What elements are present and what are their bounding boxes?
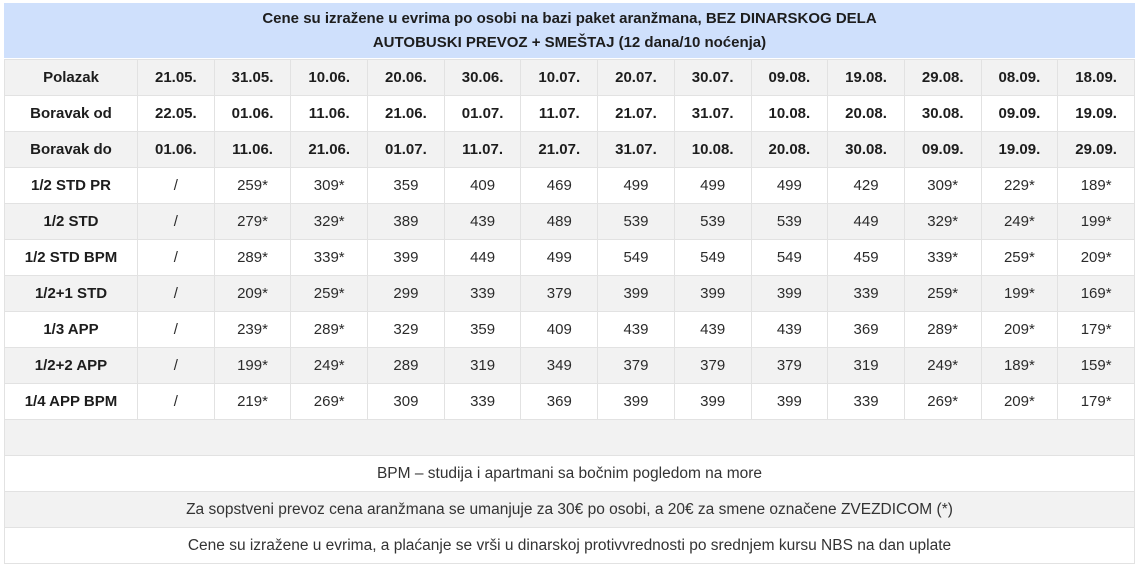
note-text: Za sopstveni prevoz cena aranžmana se umanjuje za 30€ po osobi, a 20€ za smene označene ZVEZDICOM (*) <box>5 492 1135 528</box>
price-cell: / <box>138 168 215 204</box>
date-cell: 01.06. <box>138 132 215 168</box>
price-cell: 259* <box>904 276 981 312</box>
table-row <box>5 276 1135 312</box>
date-cell: 20.08. <box>828 96 905 132</box>
price-cell: 499 <box>674 168 751 204</box>
note-text: BPM – studija i apartmani sa bočnim pogledom na more <box>5 456 1135 492</box>
price-cell: 339* <box>291 240 368 276</box>
table-row <box>5 348 1135 384</box>
date-cell: 19.09. <box>981 132 1058 168</box>
price-cell: 199* <box>981 276 1058 312</box>
table-row <box>5 60 1135 96</box>
price-table <box>4 59 1135 564</box>
table-row <box>5 312 1135 348</box>
price-cell: 279* <box>214 204 291 240</box>
table-title-line2: AUTOBUSKI PREVOZ + SMEŠTAJ (12 dana/10 noćenja) <box>372 33 767 51</box>
price-cell: 159* <box>1058 348 1135 384</box>
price-cell: 299 <box>368 276 445 312</box>
table-row <box>5 492 1135 528</box>
date-cell: 31.07. <box>598 132 675 168</box>
price-cell: 259* <box>291 276 368 312</box>
table-row <box>5 96 1135 132</box>
price-cell: 409 <box>521 312 598 348</box>
date-cell: 01.07. <box>368 132 445 168</box>
row-label: 1/3 APP <box>5 312 138 348</box>
price-cell: 399 <box>751 276 828 312</box>
price-cell: 199* <box>214 348 291 384</box>
date-cell: 19.09. <box>1058 96 1135 132</box>
table-row <box>5 240 1135 276</box>
price-cell: 379 <box>521 276 598 312</box>
row-label: Boravak od <box>5 96 138 132</box>
date-cell: 11.06. <box>214 132 291 168</box>
row-label: Boravak do <box>5 132 138 168</box>
date-cell: 21.07. <box>521 132 598 168</box>
date-cell: 31.05. <box>214 60 291 96</box>
price-cell: / <box>138 276 215 312</box>
price-cell: 329 <box>368 312 445 348</box>
date-cell: 30.08. <box>904 96 981 132</box>
price-cell: 379 <box>751 348 828 384</box>
price-cell: / <box>138 204 215 240</box>
price-cell: 399 <box>674 384 751 420</box>
price-cell: 309 <box>368 384 445 420</box>
spacer-row-cell <box>5 420 1135 456</box>
date-cell: 10.07. <box>521 60 598 96</box>
table-row <box>5 168 1135 204</box>
price-cell: 269* <box>291 384 368 420</box>
price-cell: 439 <box>444 204 521 240</box>
date-cell: 21.06. <box>368 96 445 132</box>
price-cell: 189* <box>1058 168 1135 204</box>
row-label: Polazak <box>5 60 138 96</box>
price-cell: 249* <box>291 348 368 384</box>
price-cell: 189* <box>981 348 1058 384</box>
price-cell: 219* <box>214 384 291 420</box>
row-label: 1/2 STD BPM <box>5 240 138 276</box>
price-cell: 179* <box>1058 312 1135 348</box>
price-cell: 339 <box>828 276 905 312</box>
table-row <box>5 528 1135 564</box>
price-cell: / <box>138 348 215 384</box>
price-cell: 369 <box>828 312 905 348</box>
date-cell: 09.09. <box>981 96 1058 132</box>
table-row <box>5 384 1135 420</box>
price-cell: 289* <box>904 312 981 348</box>
date-cell: 20.06. <box>368 60 445 96</box>
price-cell: 439 <box>598 312 675 348</box>
date-cell: 30.07. <box>674 60 751 96</box>
price-cell: 289* <box>214 240 291 276</box>
price-cell: 449 <box>828 204 905 240</box>
price-cell: 449 <box>444 240 521 276</box>
table-row <box>5 420 1135 456</box>
price-cell: 369 <box>521 384 598 420</box>
date-cell: 10.08. <box>674 132 751 168</box>
price-cell: 359 <box>444 312 521 348</box>
price-cell: 209* <box>981 312 1058 348</box>
price-cell: 549 <box>674 240 751 276</box>
price-cell: 199* <box>1058 204 1135 240</box>
date-cell: 19.08. <box>828 60 905 96</box>
table-row <box>5 204 1135 240</box>
price-cell: 329* <box>904 204 981 240</box>
table-title <box>4 3 1135 58</box>
price-cell: 229* <box>981 168 1058 204</box>
date-cell: 01.07. <box>444 96 521 132</box>
row-label: 1/4 APP BPM <box>5 384 138 420</box>
date-cell: 21.06. <box>291 132 368 168</box>
table-row <box>5 132 1135 168</box>
row-label: 1/2+2 APP <box>5 348 138 384</box>
table-body <box>5 60 1135 564</box>
date-cell: 18.09. <box>1058 60 1135 96</box>
price-cell: 469 <box>521 168 598 204</box>
price-cell: 429 <box>828 168 905 204</box>
date-cell: 20.07. <box>598 60 675 96</box>
price-cell: 399 <box>751 384 828 420</box>
price-cell: 499 <box>751 168 828 204</box>
price-cell: 549 <box>751 240 828 276</box>
price-cell: 339* <box>904 240 981 276</box>
row-label: 1/2 STD PR <box>5 168 138 204</box>
price-cell: 399 <box>598 384 675 420</box>
price-cell: 319 <box>828 348 905 384</box>
price-cell: 249* <box>981 204 1058 240</box>
price-cell: 439 <box>751 312 828 348</box>
price-cell: 259* <box>214 168 291 204</box>
date-cell: 29.08. <box>904 60 981 96</box>
price-cell: 169* <box>1058 276 1135 312</box>
price-cell: 359 <box>368 168 445 204</box>
price-cell: 499 <box>598 168 675 204</box>
date-cell: 09.08. <box>751 60 828 96</box>
price-cell: 539 <box>751 204 828 240</box>
price-cell: 459 <box>828 240 905 276</box>
note-text: Cene su izražene u evrima, a plaćanje se vrši u dinarskoj protivvrednosti po srednjem kursu NBS na dan uplate <box>5 528 1135 564</box>
price-cell: 209* <box>214 276 291 312</box>
date-cell: 11.07. <box>521 96 598 132</box>
date-cell: 08.09. <box>981 60 1058 96</box>
price-cell: 389 <box>368 204 445 240</box>
row-label: 1/2 STD <box>5 204 138 240</box>
price-cell: 329* <box>291 204 368 240</box>
price-cell: 179* <box>1058 384 1135 420</box>
price-cell: 399 <box>368 240 445 276</box>
date-cell: 30.08. <box>828 132 905 168</box>
price-cell: / <box>138 240 215 276</box>
date-cell: 10.06. <box>291 60 368 96</box>
price-cell: 339 <box>828 384 905 420</box>
price-cell: 259* <box>981 240 1058 276</box>
price-cell: 269* <box>904 384 981 420</box>
price-cell: 539 <box>674 204 751 240</box>
date-cell: 21.07. <box>598 96 675 132</box>
price-cell: / <box>138 384 215 420</box>
price-cell: 249* <box>904 348 981 384</box>
date-cell: 29.09. <box>1058 132 1135 168</box>
date-cell: 22.05. <box>138 96 215 132</box>
price-cell: 439 <box>674 312 751 348</box>
price-cell: 309* <box>904 168 981 204</box>
price-cell: 539 <box>598 204 675 240</box>
price-cell: 489 <box>521 204 598 240</box>
date-cell: 10.08. <box>751 96 828 132</box>
row-label: 1/2+1 STD <box>5 276 138 312</box>
date-cell: 11.06. <box>291 96 368 132</box>
date-cell: 09.09. <box>904 132 981 168</box>
price-cell: 209* <box>1058 240 1135 276</box>
price-cell: 349 <box>521 348 598 384</box>
date-cell: 21.05. <box>138 60 215 96</box>
price-cell: 319 <box>444 348 521 384</box>
price-cell: 399 <box>598 276 675 312</box>
price-cell: 339 <box>444 384 521 420</box>
price-cell: 549 <box>598 240 675 276</box>
price-cell: 239* <box>214 312 291 348</box>
date-cell: 20.08. <box>751 132 828 168</box>
date-cell: 01.06. <box>214 96 291 132</box>
price-cell: 289* <box>291 312 368 348</box>
price-cell: 309* <box>291 168 368 204</box>
table-row <box>5 456 1135 492</box>
price-cell: / <box>138 312 215 348</box>
date-cell: 31.07. <box>674 96 751 132</box>
price-cell: 379 <box>674 348 751 384</box>
price-cell: 379 <box>598 348 675 384</box>
price-cell: 209* <box>981 384 1058 420</box>
price-cell: 289 <box>368 348 445 384</box>
price-cell: 399 <box>674 276 751 312</box>
price-cell: 409 <box>444 168 521 204</box>
price-cell: 499 <box>521 240 598 276</box>
price-cell: 339 <box>444 276 521 312</box>
date-cell: 11.07. <box>444 132 521 168</box>
table-title-line1: Cene su izražene u evrima po osobi na bazi paket aranžmana, BEZ DINARSKOG DELA <box>262 10 877 28</box>
date-cell: 30.06. <box>444 60 521 96</box>
